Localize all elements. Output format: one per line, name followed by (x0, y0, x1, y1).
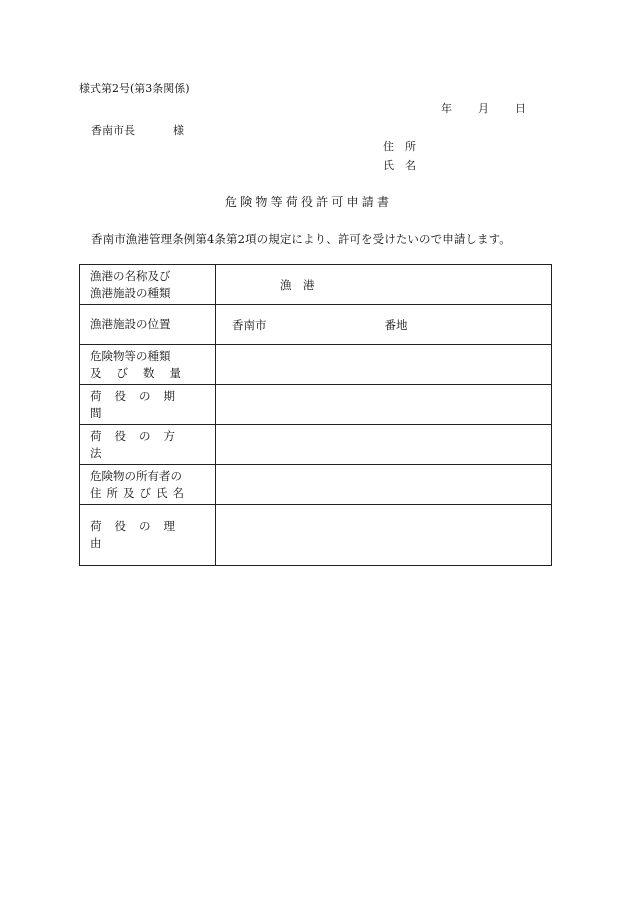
table-row-reason (80, 505, 552, 566)
table-row-period (80, 385, 552, 425)
field-hazard-type[interactable] (216, 345, 552, 385)
addressee-honorific: 様 (173, 124, 184, 137)
date-day-label: 日 (515, 102, 526, 115)
intro-text: 香南市漁港管理条例第4条第2項の規定により、許可を受けたいので申請します。 (91, 232, 511, 246)
label-period: 荷役の期間 (80, 385, 216, 425)
port-name-value: 漁 港 (280, 277, 315, 292)
label-port-name (80, 265, 216, 305)
label-hazard-type: 危険物等の種類 及び数量 (80, 345, 216, 385)
form-number: 様式第2号(第3条関係) (79, 82, 190, 95)
field-period[interactable] (216, 385, 552, 425)
table-row-method (80, 425, 552, 465)
table-row-hazard-type (80, 345, 552, 385)
location-suffix: 番地 (384, 317, 408, 332)
location-city: 香南市 (232, 317, 267, 332)
label-reason: 荷役の理由 (80, 505, 216, 566)
field-location[interactable] (216, 305, 552, 345)
field-port-name[interactable] (216, 265, 552, 305)
field-reason[interactable] (216, 505, 552, 566)
date-line (441, 100, 526, 116)
document-title: 危険物等荷役許可申請書 (225, 195, 393, 209)
date-year-label: 年 (441, 102, 452, 115)
table-row-port-name (80, 265, 552, 305)
table-row-owner (80, 465, 552, 505)
addressee-name: 香南市長 (91, 124, 135, 137)
table-row-location (80, 305, 552, 345)
application-table (79, 264, 552, 566)
label-line: 漁港の名称及び (90, 268, 171, 283)
label-line: 漁港施設の種類 (90, 285, 171, 300)
field-method[interactable] (216, 425, 552, 465)
label-owner: 危険物の所有者の 住所及び氏名 (80, 465, 216, 505)
field-owner[interactable] (216, 465, 552, 505)
applicant-name-label: 氏 名 (383, 159, 416, 172)
date-month-label: 月 (478, 102, 489, 115)
label-location: 漁港施設の位置 (80, 305, 216, 345)
applicant-address-label: 住 所 (383, 140, 416, 153)
addressee (91, 122, 184, 138)
label-method: 荷役の方法 (80, 425, 216, 465)
